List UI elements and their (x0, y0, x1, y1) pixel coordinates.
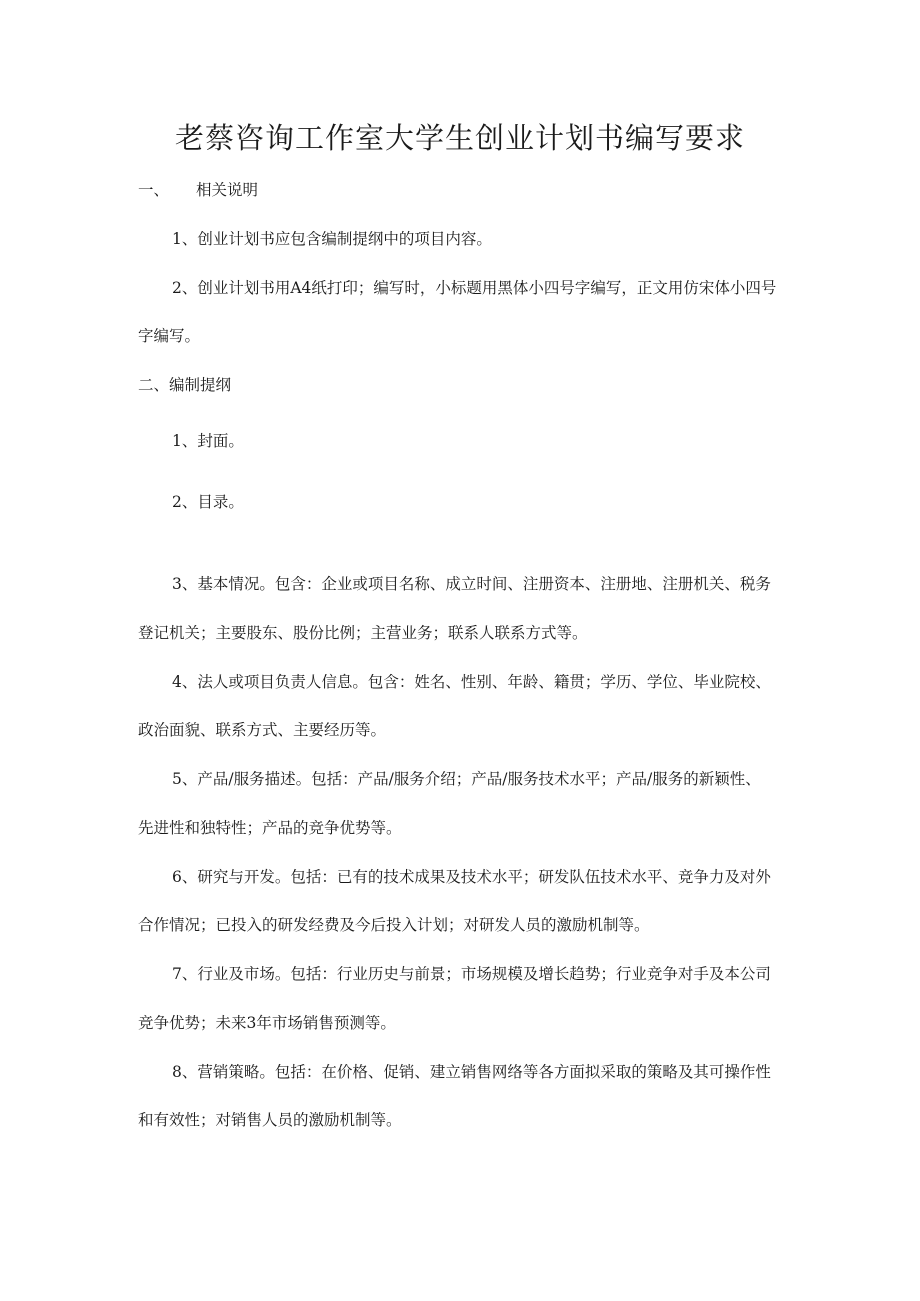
outline-item-continued: 合作情况；已投入的研发经费及今后投入计划；对研发人员的激励机制等。 (138, 916, 650, 934)
outline-item: 2、目录。 (172, 493, 244, 511)
outline-item: 4、法人或项目负责人信息。包含：姓名、性别、年龄、籍贯；学历、学位、毕业院校、 (172, 673, 771, 691)
paragraph-line: 字编写。 (138, 327, 201, 345)
outline-item-continued: 登记机关；主要股东、股份比例；主营业务；联系人联系方式等。 (138, 624, 588, 642)
outline-item-continued: 和有效性；对销售人员的激励机制等。 (138, 1111, 402, 1129)
outline-item: 5、产品/服务描述。包括：产品/服务介绍；产品/服务技术水平；产品/服务的新颖性、 (172, 770, 761, 788)
outline-item: 3、基本情况。包含：企业或项目名称、成立时间、注册资本、注册地、注册机关、税务 (172, 575, 771, 593)
paragraph-line: 2、创业计划书用A4纸打印；编写时，小标题用黑体小四号字编写，正文用仿宋体小四号 (172, 279, 777, 297)
document-title: 老蔡咨询工作室大学生创业计划书编写要求 (174, 121, 745, 155)
outline-item: 7、行业及市场。包括：行业历史与前景；市场规模及增长趋势；行业竞争对手及本公司 (172, 965, 771, 983)
section-heading-2: 二、编制提纲 (138, 376, 232, 394)
outline-item-continued: 政治面貌、联系方式、主要经历等。 (138, 721, 387, 739)
outline-item: 1、封面。 (172, 432, 244, 450)
outline-item: 8、营销策略。包括：在价格、促销、建立销售网络等各方面拟采取的策略及其可操作性 (172, 1063, 771, 1081)
paragraph-line: 1、创业计划书应包含编制提纲中的项目内容。 (172, 230, 492, 248)
section-number: 一、 (138, 181, 170, 199)
outline-item-continued: 竞争优势；未来3年市场销售预测等。 (138, 1014, 396, 1032)
outline-item: 6、研究与开发。包括：已有的技术成果及技术水平；研发队伍技术水平、竞争力及对外 (172, 868, 771, 886)
outline-item-continued: 先进性和独特性；产品的竞争优势等。 (138, 819, 402, 837)
section-title: 相关说明 (196, 181, 259, 199)
